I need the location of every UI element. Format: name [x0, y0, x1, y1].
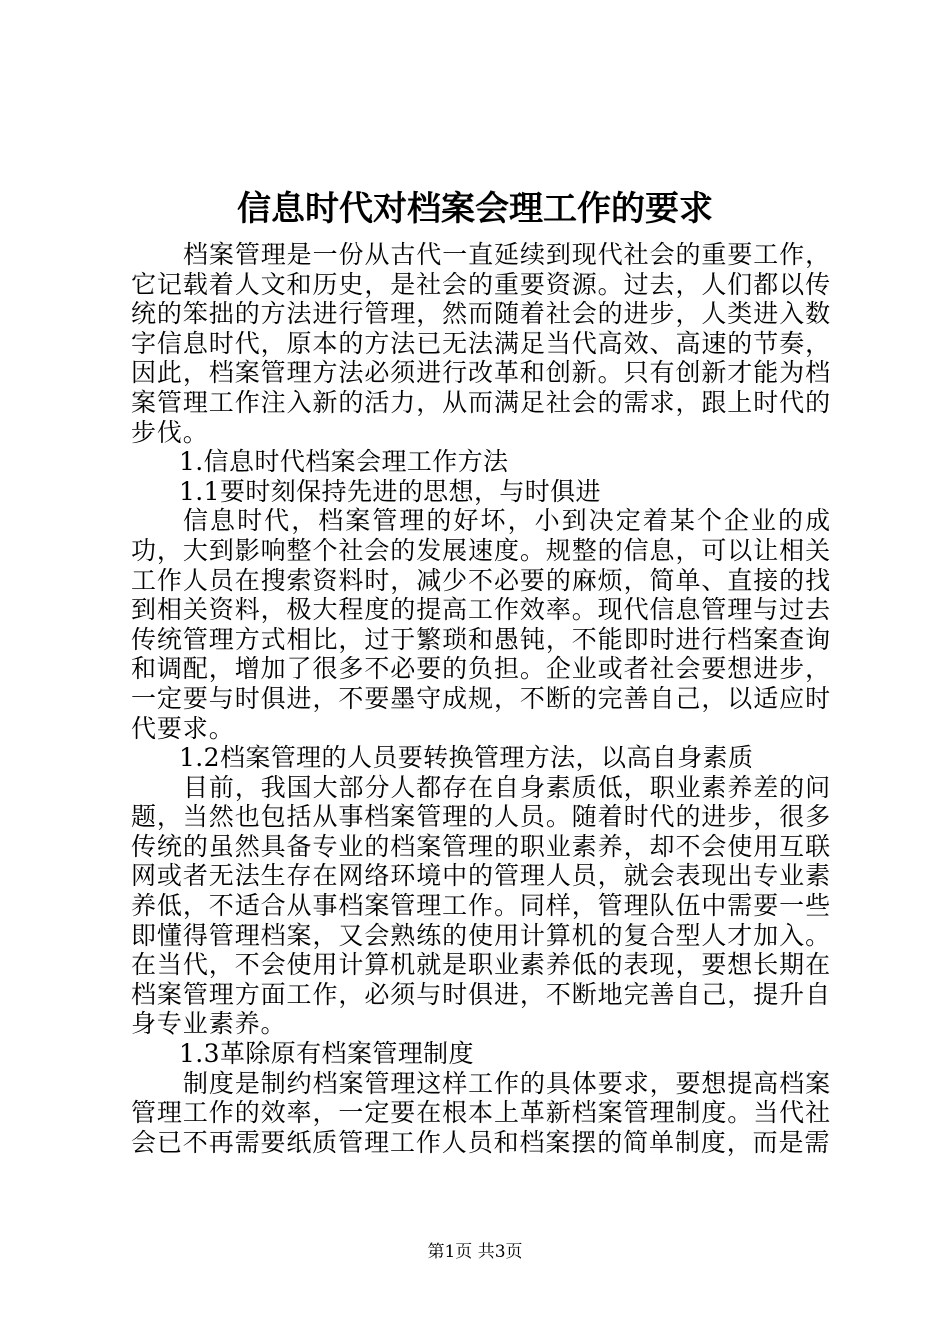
subsection-heading-1-1: 1.1要时刻保持先进的思想，与时俱进 [179, 476, 601, 506]
paragraph-1-2: 目前，我国大部分人都存在自身素质低，职业素养差的问题，当然也包括从事档案管理的人员。随着时代的进步，很多传统的虽然具备专业的档案管理的职业素养，却不会使用互联网或者无法生存在网络环境中的管理人员，就会表现出专业素养低，不适合从事档案管理工作。同样，管理队伍中需要一些即懂得管理档案，又会熟练的使用计算机的复合型人才加入。在当代，不会使用计算机就是职业素养低的表现，要想长期在档案管理方面工作，必须与时俱进，不断地完善自己，提升自身专业素养。 [131, 772, 831, 1039]
page-number-footer: 第1页 共3页 [427, 1242, 523, 1262]
document-title: 信息时代对档案会理工作的要求 [237, 189, 713, 229]
document-body [131, 240, 831, 1157]
paragraph-intro: 档案管理是一份从古代一直延续到现代社会的重要工作，它记载着人文和历史，是社会的重要资源。过去，人们都以传统的笨拙的方法进行管理，然而随着社会的进步，人类进入数字信息时代，原本的方法已无法满足当代高效、高速的节奏，因此，档案管理方法必须进行改革和创新。只有创新才能为档案管理工作注入新的活力，从而满足社会的需求，跟上时代的步伐。 [131, 240, 831, 447]
paragraph-1-1: 信息时代，档案管理的好坏，小到决定着某个企业的成功，大到影响整个社会的发展速度。规整的信息，可以让相关工作人员在搜索资料时，减少不必要的麻烦，简单、直接的找到相关资料，极大程度的提高工作效率。现代信息管理与过去传统管理方式相比，过于繁琐和愚钝，不能即时进行档案查询和调配，增加了很多不必要的负担。企业或者社会要想进步，一定要与时俱进，不要墨守成规，不断的完善自己，以适应时代要求。 [131, 506, 831, 743]
paragraph-1-3: 制度是制约档案管理这样工作的具体要求，要想提高档案管理工作的效率，一定要在根本上革新档案管理制度。当代社会已不再需要纸质管理工作人员和档案摆的简单制度，而是需 [131, 1068, 831, 1157]
subsection-heading-1-3: 1.3革除原有档案管理制度 [179, 1039, 474, 1069]
subsection-heading-1-2: 1.2档案管理的人员要转换管理方法，以高自身素质 [179, 743, 754, 773]
section-heading-1: 1.信息时代档案会理工作方法 [179, 447, 509, 477]
